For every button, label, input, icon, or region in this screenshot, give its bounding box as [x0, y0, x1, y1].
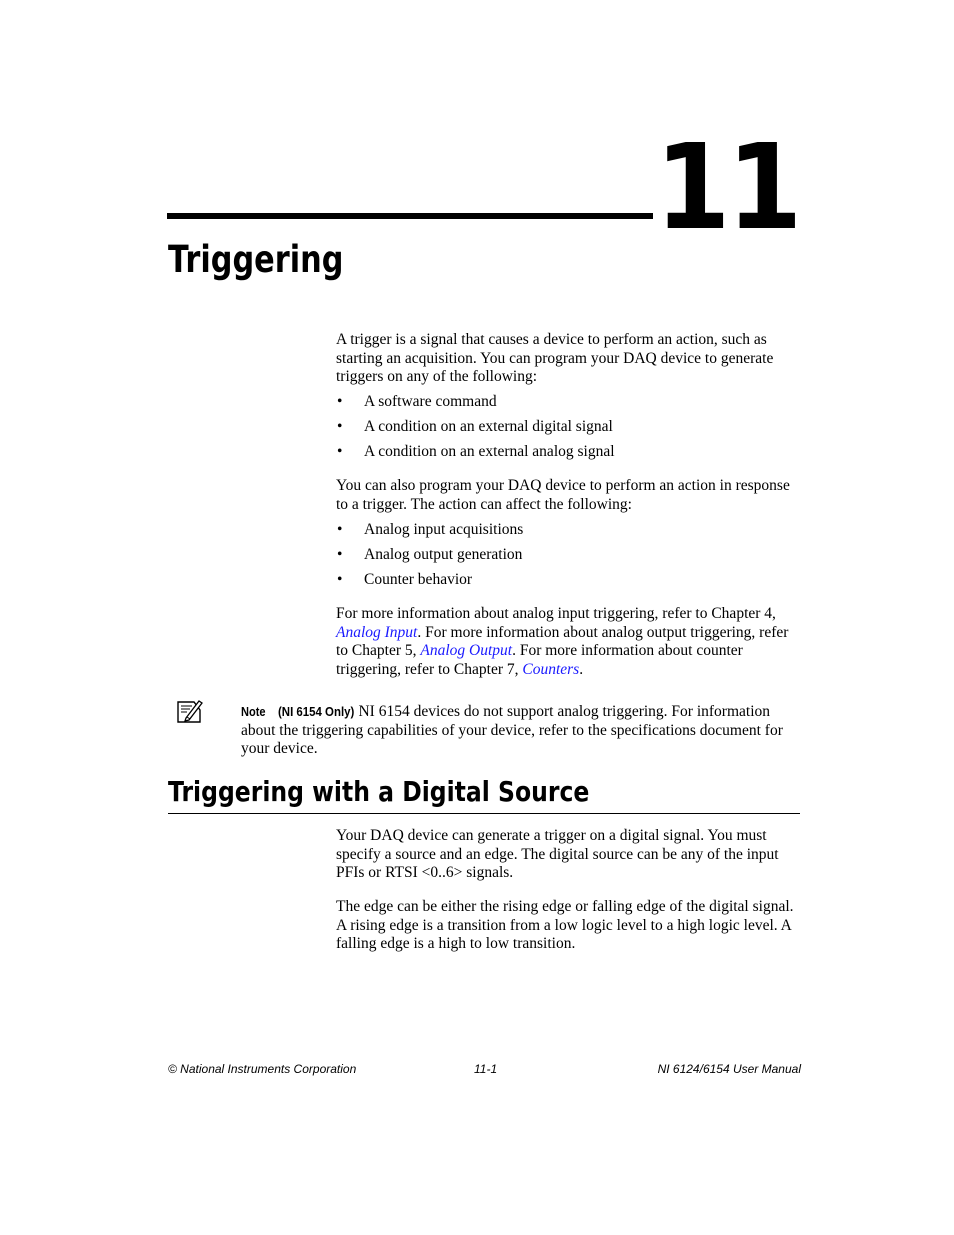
section-paragraph-2: The edge can be either the rising edge or falling edge of the digital signal. A rising edge is a transition from a low logic level to a high logic level. A falling edge is a high to low transition. [336, 898, 794, 953]
analog-output-link[interactable]: Analog Output [420, 642, 513, 660]
footer-page-number: 11-1 [474, 1062, 498, 1076]
actions-paragraph: You can also program your DAQ device to perform an action in response to a trigger. The action can affect the following: [336, 477, 790, 513]
note-pencil-icon [174, 698, 204, 724]
chapter-rule [167, 213, 653, 219]
chapter-title: Triggering [168, 238, 344, 281]
counters-link[interactable]: Counters [522, 661, 580, 679]
section-paragraph-1: Your DAQ device can generate a trigger on a digital signal. You must specify a source and an edge. The digital source can be any of the input PFIs or RTSI <0..6> signals. [336, 827, 779, 882]
list-item: • A condition on an external digital signal [337, 418, 613, 435]
trigger-action-list [336, 521, 523, 596]
analog-input-link[interactable]: Analog Input [336, 623, 418, 641]
list-item: • A software command [337, 393, 497, 410]
footer-manual-title: NI 6124/6154 User Manual [657, 1062, 801, 1076]
more-info-paragraph: For more information about analog input triggering, refer to Chapter 4, Analog Input. For more information about analog output triggering, refer to Chapter 5, Analog Output. For more information about counter triggering, refer to Chapter 7, Counters. [336, 605, 789, 679]
footer-copyright: © National Instruments Corporation [168, 1062, 357, 1076]
section-title: Triggering with a Digital Source [168, 775, 590, 808]
list-item: • Counter behavior [337, 571, 473, 588]
note-tag: (NI 6154 Only) [277, 704, 355, 719]
list-item: • Analog output generation [337, 546, 523, 563]
chapter-number: 11 [655, 118, 799, 256]
section-rule [168, 813, 800, 814]
list-item: • Analog input acquisitions [337, 521, 524, 538]
note-block [241, 703, 801, 759]
note-text: NI 6154 devices do not support analog triggering. For information about the triggering capabilities of your device, refer to the specifications document for your device. [241, 703, 783, 758]
list-item: • A condition on an external analog signal [337, 443, 615, 460]
intro-paragraph: A trigger is a signal that causes a device to perform an action, such as starting an acquisition. You can program your DAQ device to generate triggers on any of the following: [336, 331, 774, 386]
trigger-source-list [336, 393, 615, 468]
note-label: Note [241, 704, 266, 719]
